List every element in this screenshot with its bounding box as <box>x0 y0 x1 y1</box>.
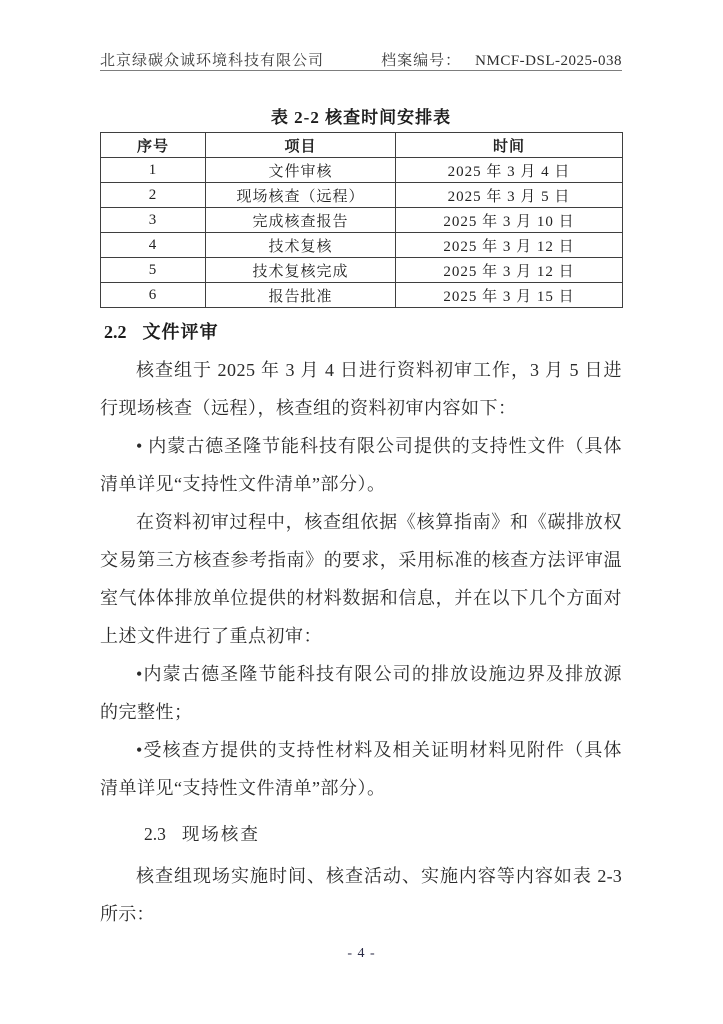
cell-item: 技术复核完成 <box>206 258 396 283</box>
table-row <box>101 158 623 183</box>
bullet-paragraph: •内蒙古德圣隆节能科技有限公司的排放设施边界及排放源的完整性； <box>100 664 622 722</box>
cell-seq: 4 <box>101 233 206 258</box>
table-row <box>101 233 623 258</box>
cell-time: 2025 年 3 月 15 日 <box>396 283 623 308</box>
section-title: 文件评审 <box>142 322 219 342</box>
cell-seq: 6 <box>101 283 206 308</box>
page-number: - 4 - <box>347 946 376 961</box>
cell-time: 2025 年 3 月 10 日 <box>396 208 623 233</box>
cell-item: 完成核查报告 <box>206 208 396 233</box>
table-row <box>101 183 623 208</box>
section-heading-2-2 <box>104 319 622 345</box>
paragraph: 在资料初审过程中，核查组依据《核算指南》和《碳排放权交易第三方核查参考指南》的要求，采用标准的核查方法评审温室气体体排放单位提供的材料数据和信息，并在以下几个方面对上述文件进行了重点初审： <box>100 512 622 646</box>
archive-label: 档案编号： <box>381 53 462 69</box>
cell-time: 2025 年 3 月 12 日 <box>396 258 623 283</box>
table-row <box>101 208 623 233</box>
column-header-seq: 序号 <box>101 133 206 158</box>
document-header <box>100 46 622 71</box>
cell-seq: 5 <box>101 258 206 283</box>
cell-item: 现场核查（远程） <box>206 183 396 208</box>
table-row <box>101 283 623 308</box>
section-number: 2.2 <box>104 322 127 342</box>
cell-seq: 3 <box>101 208 206 233</box>
column-header-item: 项目 <box>206 133 396 158</box>
paragraph: 核查组于 2025 年 3 月 4 日进行资料初审工作，3 月 5 日进行现场核查（远程），核查组的资料初审内容如下： <box>100 360 622 418</box>
column-header-time: 时间 <box>396 133 623 158</box>
cell-seq: 2 <box>101 183 206 208</box>
table-header-row <box>101 133 623 158</box>
section-title: 现场核查 <box>181 824 260 844</box>
section-number: 2.3 <box>144 824 166 844</box>
bullet-paragraph: • 内蒙古德圣隆节能科技有限公司提供的支持性文件（具体清单详见“支持性文件清单”部分）。 <box>100 436 622 494</box>
section-heading-2-3 <box>144 821 622 847</box>
archive-number-group <box>381 49 622 70</box>
cell-item: 技术复核 <box>206 233 396 258</box>
company-name: 北京绿碳众诚环境科技有限公司 <box>100 53 325 69</box>
table-title: 表 2-2 核查时间安排表 <box>270 108 452 127</box>
cell-time: 2025 年 3 月 4 日 <box>396 158 623 183</box>
paragraph: 核查组现场实施时间、核查活动、实施内容等内容如表 2-3 所示： <box>100 866 622 924</box>
cell-seq: 1 <box>101 158 206 183</box>
cell-item: 报告批准 <box>206 283 396 308</box>
cell-time: 2025 年 3 月 12 日 <box>396 233 623 258</box>
table-row <box>101 258 623 283</box>
bullet-paragraph: •受核查方提供的支持性材料及相关证明材料见附件（具体清单详见“支持性文件清单”部分）。 <box>100 740 622 798</box>
archive-number: NMCF-DSL-2025-038 <box>475 53 622 69</box>
cell-item: 文件审核 <box>206 158 396 183</box>
cell-time: 2025 年 3 月 5 日 <box>396 183 623 208</box>
schedule-table <box>100 132 623 308</box>
